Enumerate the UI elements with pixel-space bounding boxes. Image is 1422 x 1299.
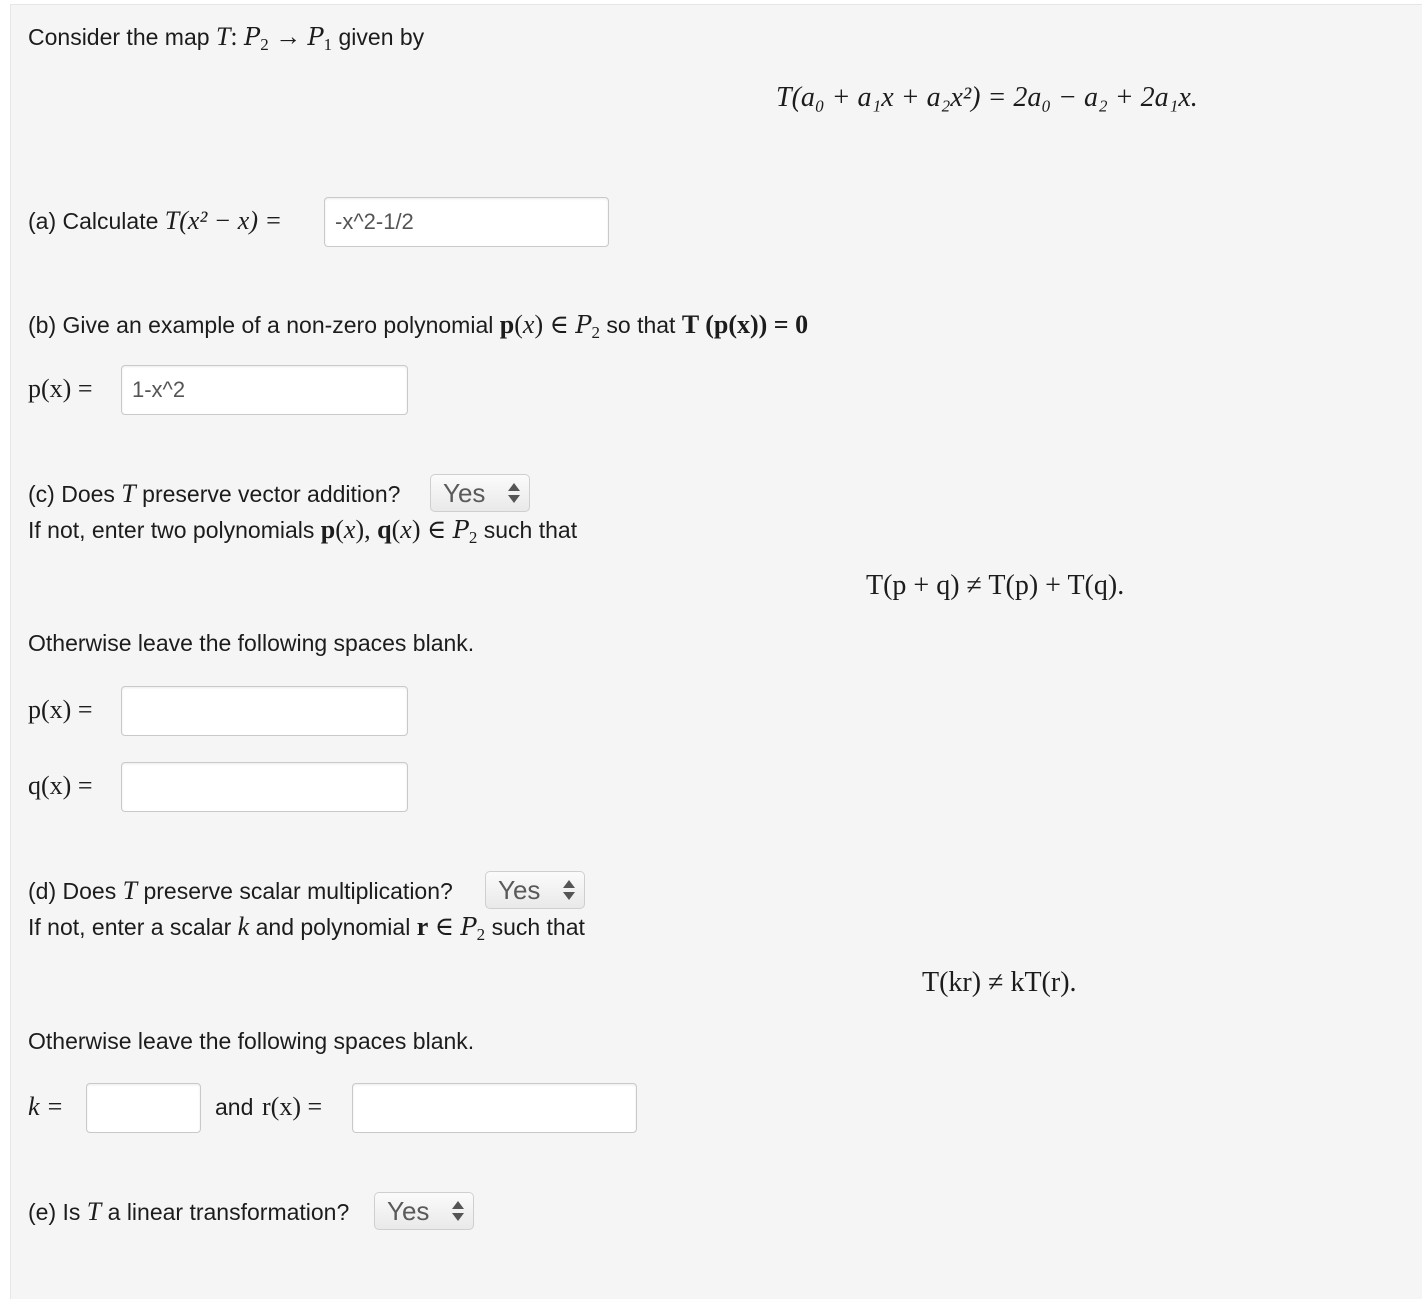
part-b-mid: so that xyxy=(606,312,676,338)
intro-suffix: given by xyxy=(338,24,425,50)
part-c-q-label: q(x) = xyxy=(28,771,93,800)
part-d-and-label: and xyxy=(215,1094,254,1120)
part-a-label xyxy=(28,206,282,236)
part-e-question: (e) Is T a linear transformation? xyxy=(28,1197,350,1226)
select-arrows-icon xyxy=(507,481,521,505)
map-formula: T(a₀ + a₁x + a₂x²) = 2a₀ − a₂ + 2a₁x. xyxy=(776,82,1198,113)
part-d-condition: T(kr) ≠ kT(r). xyxy=(922,967,1077,998)
part-d-suffix: preserve scalar multiplication? xyxy=(143,878,453,904)
part-e-select[interactable] xyxy=(374,1192,474,1230)
part-d-r-input[interactable] xyxy=(352,1083,637,1133)
part-d-r-label: r(x) = xyxy=(262,1092,323,1121)
part-d-such-that: such that xyxy=(491,914,585,940)
part-c-p-input[interactable] xyxy=(121,686,408,736)
part-a-expr: T(x² − x) = xyxy=(164,206,283,235)
part-a-answer-input[interactable] xyxy=(324,197,609,247)
part-b-text: (b) Give an example of a non-zero polynomial xyxy=(28,312,494,338)
part-c-select-value: Yes xyxy=(443,478,486,508)
intro-line xyxy=(28,22,424,55)
part-b-p-label: p(x) = xyxy=(28,374,93,403)
part-c-such-that: such that xyxy=(483,517,578,543)
intro-P2: P xyxy=(244,23,261,51)
part-d-k-input[interactable] xyxy=(86,1083,201,1133)
part-c-suffix: preserve vector addition? xyxy=(142,481,401,507)
part-c-condition: T(p + q) ≠ T(p) + T(q). xyxy=(866,570,1125,601)
select-arrows-icon xyxy=(562,878,576,902)
part-d-and-poly: and polynomial xyxy=(255,914,411,940)
intro-arrow: → xyxy=(275,22,302,51)
part-b-p-input[interactable] xyxy=(121,365,408,415)
part-a-text: (a) Calculate xyxy=(28,208,159,234)
part-d-otherwise: Otherwise leave the following spaces blank. xyxy=(28,1028,475,1054)
part-d-question: (d) Does T preserve scalar multiplication? xyxy=(28,876,453,905)
part-d-k-label: k = xyxy=(28,1092,64,1121)
part-c-q-input[interactable] xyxy=(121,762,408,812)
part-d-if-not: If not, enter a scalar k and polynomial r ∈ $P_2$ such that xyxy=(28,912,585,944)
intro-P2-sub: 2 xyxy=(260,35,269,54)
part-b-question: (b) Give an example of a non-zero polynomial p(x) ∈ $P_2$ so that T (p(x)) = 0 xyxy=(28,310,809,342)
part-e-prefix: (e) Is xyxy=(28,1199,81,1225)
part-d-if-not-text: If not, enter a scalar xyxy=(28,914,232,940)
intro-text: Consider the map xyxy=(28,24,210,50)
part-c-select[interactable] xyxy=(430,474,530,512)
intro-P1-sub: 1 xyxy=(323,35,333,54)
part-c-otherwise: Otherwise leave the following spaces blank. xyxy=(28,630,475,656)
intro-P1: P xyxy=(307,23,324,51)
part-e-suffix: a linear transformation? xyxy=(107,1199,350,1225)
part-c-question: (c) Does T preserve vector addition? xyxy=(28,479,401,508)
part-c-p-label: p(x) = xyxy=(28,695,93,724)
part-e-select-value: Yes xyxy=(387,1196,430,1226)
part-c-if-not-text: If not, enter two polynomials xyxy=(28,517,315,543)
intro-T: T xyxy=(215,22,231,51)
part-c-prefix: (c) Does xyxy=(28,481,115,507)
intro-colon: : xyxy=(230,22,238,51)
part-d-select[interactable] xyxy=(485,871,585,909)
part-d-prefix: (d) Does xyxy=(28,878,117,904)
select-arrows-icon xyxy=(451,1199,465,1223)
part-d-select-value: Yes xyxy=(498,875,541,905)
part-c-if-not: If not, enter two polynomials p(x), q(x) ∈ $P_2$ such that xyxy=(28,515,578,547)
part-b-condition: T (p(x)) = 0 xyxy=(681,310,809,339)
